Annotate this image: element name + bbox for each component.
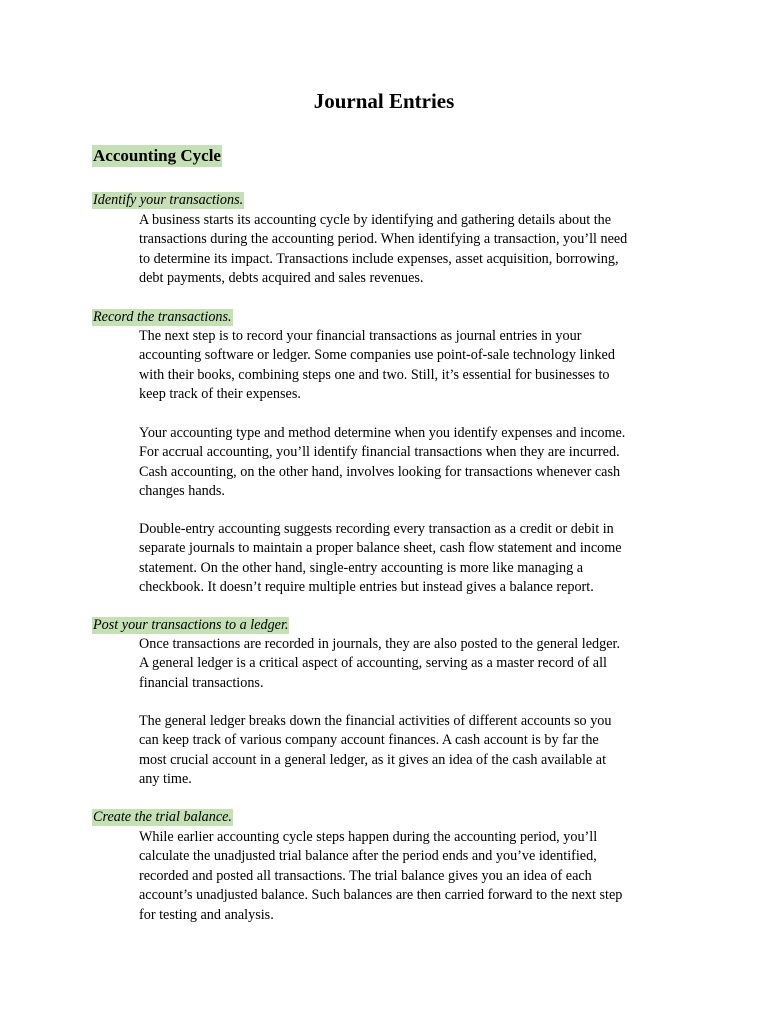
paragraph-record-1 (139, 327, 699, 405)
text-line: accounting software or ledger. Some companies use point-of-sale technology linked (139, 347, 615, 364)
text-line: can keep track of various company account finances. A cash account is by far the (139, 732, 599, 749)
text-line: The general ledger breaks down the financial activities of different accounts so you (139, 713, 612, 729)
subheading-identify: Identify your transactions. (93, 192, 244, 208)
text-line: changes hands. (139, 483, 225, 500)
text-line: financial transactions. (139, 674, 264, 691)
paragraph-record-3 (139, 520, 699, 598)
text-line: transactions during the accounting period. When identifying a transaction, you’ll need (139, 231, 628, 248)
text-line: For accrual accounting, you’ll identify financial transactions when they are incurred. (139, 444, 620, 461)
text-line: Cash accounting, on the other hand, involves looking for transactions whenever cash (139, 463, 621, 480)
text-line: Once transactions are recorded in journals, they are also posted to the general ledger. (139, 636, 621, 652)
section-heading: Accounting Cycle (93, 146, 221, 165)
paragraph-post-2 (139, 712, 699, 790)
paragraph-trial-balance (139, 828, 699, 925)
text-line: with their books, combining steps one and two. Still, it’s essential for businesses to (139, 366, 610, 383)
text-line: A business starts its accounting cycle by identifying and gathering details about the (139, 212, 612, 228)
text-line: debt payments, debts acquired and sales revenues. (139, 270, 424, 287)
subheading-post: Post your transactions to a ledger. (93, 617, 289, 633)
text-line: Double-entry accounting suggests recording every transaction as a credit or debit in (139, 521, 614, 537)
text-line: checkbook. It doesn’t require multiple entries but instead gives a balance report. (139, 579, 594, 596)
text-line: statement. On the other hand, single-entry accounting is more like managing a (139, 559, 584, 576)
subheading-record: Record the transactions. (93, 309, 232, 325)
subheading-trial-balance: Create the trial balance. (93, 809, 232, 825)
paragraph-post-1 (139, 635, 699, 693)
text-line: any time. (139, 771, 192, 788)
text-line: to determine its impact. Transactions include expenses, asset acquisition, borrowing, (139, 250, 619, 267)
text-line: recorded and posted all transactions. The trial balance gives you an idea of each (139, 867, 592, 884)
text-line: Your accounting type and method determine when you identify expenses and income. (139, 425, 626, 441)
text-line: keep track of their expenses. (139, 386, 301, 403)
text-line: account’s unadjusted balance. Such balances are then carried forward to the next step (139, 887, 623, 904)
paragraph-record-2 (139, 424, 699, 502)
text-line: most crucial account in a general ledger, as it gives an idea of the cash available at (139, 751, 607, 768)
text-line: While earlier accounting cycle steps happen during the accounting period, you’ll (139, 829, 598, 845)
text-line: The next step is to record your financial transactions as journal entries in your (139, 328, 582, 344)
paragraph-identify (139, 211, 699, 289)
text-line: A general ledger is a critical aspect of accounting, serving as a master record of all (139, 655, 607, 672)
text-line: for testing and analysis. (139, 906, 274, 923)
text-line: separate journals to maintain a proper balance sheet, cash flow statement and income (139, 540, 622, 557)
text-line: calculate the unadjusted trial balance after the period ends and you’ve identified, (139, 848, 597, 865)
page-title: Journal Entries (313, 89, 455, 113)
